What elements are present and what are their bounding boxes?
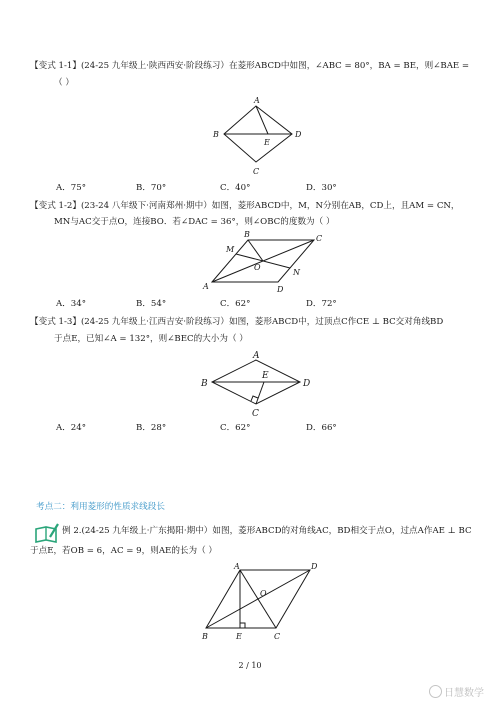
q2-figure bbox=[194, 230, 334, 294]
label-e: E bbox=[264, 138, 270, 147]
q2-option-c[interactable]: C．62° bbox=[220, 299, 251, 309]
label-e: E bbox=[236, 632, 242, 641]
q1-option-c[interactable]: C．40° bbox=[220, 183, 251, 193]
label-c: C bbox=[274, 632, 281, 641]
q1-figure bbox=[200, 94, 310, 184]
label-a: A bbox=[253, 351, 260, 361]
label-c: C bbox=[253, 167, 260, 176]
label-d: D bbox=[303, 379, 311, 389]
watermark-text: 日慧数学 bbox=[444, 688, 484, 699]
q3-stem-line1: 【变式 1-3】(24-25 九年级上·江西吉安·阶段练习）如图，菱形ABCD中，过顶点C作CE ⊥ BC交对角线BD bbox=[30, 317, 444, 327]
example-stem-line1: 例 2.(24-25 九年级上·广东揭阳·期中）如图，菱形ABCD的对角线AC，BD相交于点O，过点A作AE ⊥ BC bbox=[62, 526, 472, 536]
q3-stem-line2: 于点E，已知∠A = 132°，则∠BEC的大小为（ ） bbox=[54, 334, 248, 344]
q3-figure bbox=[196, 348, 326, 420]
q3-option-d[interactable]: D．66° bbox=[306, 423, 337, 433]
q2-option-b[interactable]: B．54° bbox=[136, 299, 167, 309]
label-b: B bbox=[244, 230, 250, 239]
label-a: A bbox=[203, 282, 209, 291]
q3-option-b[interactable]: B．28° bbox=[136, 423, 167, 433]
page-number: 2 / 10 bbox=[238, 661, 262, 670]
q3-options bbox=[0, 422, 500, 434]
section-title: 考点二：利用菱形的性质求线段长 bbox=[36, 502, 165, 512]
label-m: M bbox=[226, 245, 235, 254]
label-o: O bbox=[254, 263, 261, 272]
label-c: C bbox=[252, 409, 259, 419]
q1-stem-line1: 【变式 1-1】(24-25 九年级上·陕西西安·阶段练习）在菱形ABCD中如图，∠ABC = 80°，BA = BE，则∠BAE = bbox=[30, 61, 470, 71]
book-pencil-icon bbox=[34, 522, 60, 544]
right-angle-mark bbox=[240, 623, 245, 628]
watermark bbox=[429, 684, 484, 699]
label-d: D bbox=[311, 562, 318, 571]
q2-option-d[interactable]: D．72° bbox=[306, 299, 337, 309]
diagonal-bd bbox=[206, 570, 310, 628]
label-c: C bbox=[316, 234, 323, 243]
label-n: N bbox=[293, 268, 300, 277]
label-a: A bbox=[254, 96, 260, 105]
q3-option-a[interactable]: A．24° bbox=[56, 423, 87, 433]
label-b: B bbox=[202, 632, 208, 641]
q1-options bbox=[0, 182, 500, 194]
q3-option-c[interactable]: C．62° bbox=[220, 423, 251, 433]
watermark-logo-icon bbox=[429, 685, 442, 698]
label-a: A bbox=[234, 562, 240, 571]
q2-stem-line2: MN与AC交于点O，连接BO．若∠DAC = 36°，则∠OBC的度数为（ ） bbox=[54, 217, 335, 227]
label-d: D bbox=[277, 285, 284, 294]
q2-stem-line1: 【变式 1-2】(23-24 八年级下·河南郑州·期中）如图，菱形ABCD中，M，N分别在AB，CD上，且AM = CN， bbox=[30, 201, 460, 211]
example-figure bbox=[192, 560, 332, 642]
q1-stem-line2: （ ） bbox=[54, 78, 74, 88]
label-d: D bbox=[295, 130, 302, 139]
q1-option-d[interactable]: D．30° bbox=[306, 183, 337, 193]
q1-option-a[interactable]: A．75° bbox=[56, 183, 87, 193]
q2-option-a[interactable]: A．34° bbox=[56, 299, 87, 309]
label-b: B bbox=[213, 130, 219, 139]
label-b: B bbox=[201, 379, 208, 389]
q1-option-b[interactable]: B．70° bbox=[136, 183, 167, 193]
q2-options bbox=[0, 298, 500, 310]
label-e: E bbox=[262, 371, 269, 381]
label-o: O bbox=[260, 589, 267, 598]
example-stem-line2: 于点E，若OB = 6，AC = 9，则AE的长为（ ） bbox=[30, 546, 218, 556]
